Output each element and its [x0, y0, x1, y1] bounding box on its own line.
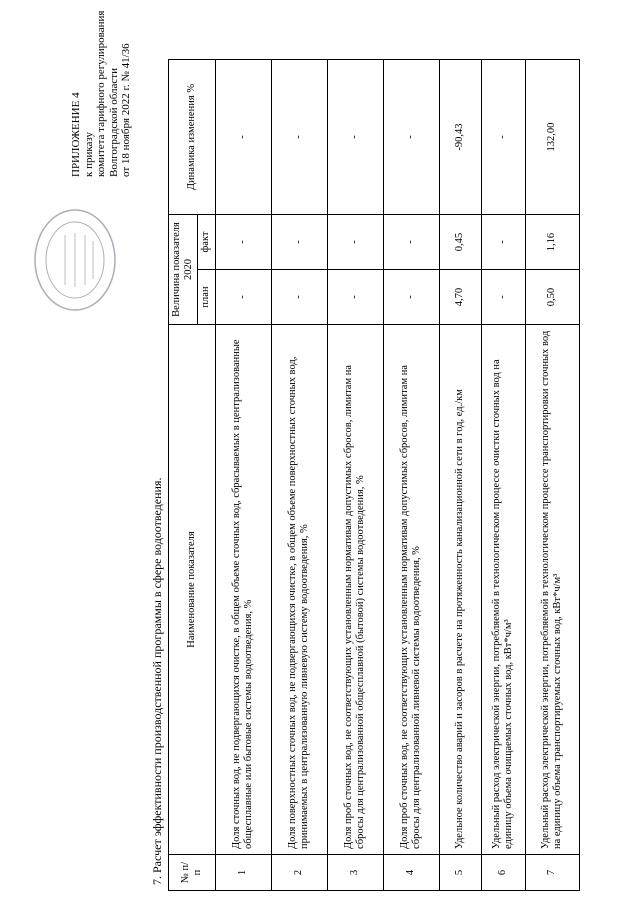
row-dynamics: 132,00: [525, 60, 579, 215]
row-fact: 1,16: [525, 215, 579, 270]
row-fact: -: [327, 215, 383, 270]
row-num: 6: [481, 855, 525, 891]
row-plan: 0,50: [525, 270, 579, 325]
row-name: Удельный расход электрической энергии, потребляемой в технологическом процессе очистки сточных вод на единицу объема очищаемых сточных вод, кВт*ч/м³: [481, 325, 525, 855]
section-title: 7. Расчет эффективности производственной программы в сфере водоотведения.: [150, 477, 164, 885]
table-row: [327, 60, 383, 891]
row-plan: -: [271, 270, 327, 325]
row-name: Доля проб сточных вод, не соответствующих установленным нормативам допустимых сбросов, лимитам на сбросы для централизованной общесплавной (бытовой) системы водоотведения, %: [327, 325, 383, 855]
header-value-group: Величина показателя 2020: [169, 215, 198, 325]
official-stamp: [30, 205, 120, 315]
row-plan: -: [215, 270, 271, 325]
table-row: [271, 60, 327, 891]
row-dynamics: -: [327, 60, 383, 215]
header-name: Наименование показателя: [169, 325, 216, 855]
row-fact: 0,45: [439, 215, 481, 270]
table-row: [215, 60, 271, 891]
annex-line: к приказу: [82, 131, 95, 177]
row-num: 3: [327, 855, 383, 891]
annex-line: Волгоградской области: [107, 68, 120, 177]
row-name: Доля сточных вод, не подвергающихся очистке, в общем объеме сточных вод, сбрасываемых в централизованные общесплавные или бытовые системы водоотведения, %: [215, 325, 271, 855]
row-num: 2: [271, 855, 327, 891]
header-fact: факт: [198, 215, 215, 270]
table-row: [525, 60, 579, 891]
row-plan: 4,70: [439, 270, 481, 325]
row-fact: -: [215, 215, 271, 270]
row-name: Удельное количество аварий и засоров в расчете на протяженность канализационной сети в год, ед./км: [439, 325, 481, 855]
row-dynamics: -90,43: [439, 60, 481, 215]
row-name: Удельный расход электрической энергии, потребляемой в технологическом процессе транспортировки сточных вод на единицу объема транспортируемых сточных вод, кВт*ч/м³: [525, 325, 579, 855]
row-num: 4: [383, 855, 439, 891]
row-num: 7: [525, 855, 579, 891]
row-dynamics: -: [215, 60, 271, 215]
header-plan: план: [198, 270, 215, 325]
row-fact: -: [383, 215, 439, 270]
row-dynamics: -: [481, 60, 525, 215]
row-num: 5: [439, 855, 481, 891]
row-fact: -: [271, 215, 327, 270]
annex-block: [70, 7, 133, 177]
header-num: № п/п: [169, 855, 216, 891]
indicators-table: [168, 59, 580, 891]
row-name: Доля проб сточных вод, не соответствующих установленным нормативам допустимых сбросов, лимитам на сбросы для централизованной ливневой системы водоотведения, %: [383, 325, 439, 855]
annex-date: от 18 ноября 2022 г. № 41/36: [120, 43, 132, 177]
table-row: [481, 60, 525, 891]
annex-line: комитета тарифного регулирования: [95, 10, 107, 177]
row-dynamics: -: [383, 60, 439, 215]
row-plan: -: [481, 270, 525, 325]
row-plan: -: [327, 270, 383, 325]
table-row: [439, 60, 481, 891]
row-name: Доля поверхностных сточных вод, не подвергающихся очистке, в общем объеме поверхностных сточных вод, принимаемых в централизованную ливневую систему водоотведения, %: [271, 325, 327, 855]
header-dynamics: Динамика изменения %: [169, 60, 216, 215]
table-row: [383, 60, 439, 891]
annex-title: ПРИЛОЖЕНИЕ 4: [70, 92, 82, 177]
row-dynamics: -: [271, 60, 327, 215]
row-num: 1: [215, 855, 271, 891]
row-plan: -: [383, 270, 439, 325]
row-fact: -: [481, 215, 525, 270]
